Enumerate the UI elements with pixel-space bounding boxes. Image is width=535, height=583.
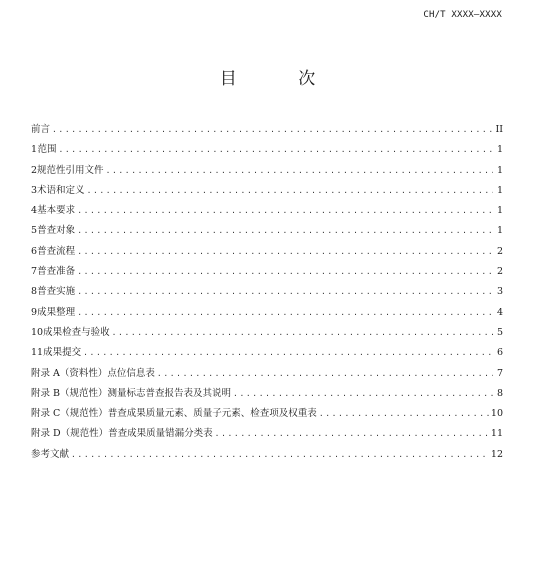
toc-entry-page: II <box>495 124 503 135</box>
toc-entry-label: 参考文献 <box>31 448 70 460</box>
toc-entry-number: 3 <box>31 184 38 196</box>
toc-entry-page: 2 <box>496 266 503 278</box>
toc-dot-leader <box>77 226 493 235</box>
toc-entry-page: 7 <box>496 367 503 379</box>
toc-dot-leader <box>233 389 493 398</box>
toc-entry-appendix-tag: 附录 C（规范性） <box>31 408 108 420</box>
toc-dot-leader <box>77 247 493 256</box>
toc-entry-page: 8 <box>496 387 503 399</box>
toc-entry-label: 普查准备 <box>37 266 76 278</box>
toc-entry-label: 测量标志普查报告表及其说明 <box>107 387 232 399</box>
toc-entry[interactable] <box>31 283 503 303</box>
toc-entry-number: 8 <box>31 286 38 298</box>
toc-entry-page: 1 <box>496 225 503 237</box>
toc-dot-leader <box>215 429 489 438</box>
toc-entry-number: 1 <box>31 144 38 156</box>
toc-entry-number: 11 <box>31 347 44 359</box>
toc-entry-label: 成果检查与验收 <box>43 326 110 338</box>
toc-entry[interactable] <box>31 324 503 344</box>
toc-dot-leader <box>52 125 493 134</box>
toc-entry-appendix-tag: 附录 D（规范性） <box>31 428 109 440</box>
toc-entry-page: 1 <box>496 164 503 176</box>
toc-dot-leader <box>71 450 489 459</box>
toc-dot-leader <box>87 186 493 195</box>
toc-entry-label: 成果整理 <box>37 306 76 318</box>
toc-entry[interactable] <box>31 182 503 202</box>
toc-dot-leader <box>157 369 493 378</box>
toc-entry-page: 4 <box>496 306 503 318</box>
toc-entry-number: 10 <box>31 326 44 338</box>
toc-entry-label: 普查实施 <box>37 286 76 298</box>
toc-entry-number: 5 <box>31 225 38 237</box>
toc-entry-label: 普查成果质量错漏分类表 <box>108 428 213 440</box>
toc-entry-page: 1 <box>496 184 503 196</box>
toc-entry-label: 成果提交 <box>43 347 82 359</box>
toc-dot-leader <box>112 328 493 337</box>
toc-entry-label: 范围 <box>37 144 57 156</box>
toc-entry[interactable] <box>31 385 503 405</box>
toc-entry[interactable] <box>31 121 503 141</box>
toc-entry-page: 6 <box>496 347 503 359</box>
table-of-contents <box>31 121 503 466</box>
toc-entry[interactable] <box>31 405 503 425</box>
toc-entry-label: 普查成果质量元素、质量子元素、检查项及权重表 <box>107 408 317 420</box>
toc-entry-page: 2 <box>496 245 503 257</box>
toc-entry[interactable] <box>31 222 503 242</box>
toc-entry[interactable] <box>31 425 503 445</box>
document-code: CH/T XXXX—XXXX <box>423 10 502 20</box>
toc-entry-page: 3 <box>496 286 503 298</box>
toc-entry-page: 11 <box>490 428 503 440</box>
toc-entry-label: 规范性引用文件 <box>37 164 104 176</box>
toc-entry-number: 9 <box>31 306 38 318</box>
toc-entry-label: 普查流程 <box>37 245 76 257</box>
toc-entry-label: 基本要求 <box>37 205 76 217</box>
toc-entry[interactable] <box>31 141 503 161</box>
toc-entry[interactable] <box>31 243 503 263</box>
toc-entry-page: 1 <box>496 205 503 217</box>
toc-dot-leader <box>106 166 493 175</box>
toc-entry-number: 7 <box>31 266 38 278</box>
toc-entry-appendix-tag: 附录 B（规范性） <box>31 387 108 399</box>
toc-entry[interactable] <box>31 446 503 466</box>
toc-entry-label: 点位信息表 <box>107 367 155 379</box>
toc-entry[interactable] <box>31 263 503 283</box>
toc-entry-label: 前言 <box>31 124 51 135</box>
toc-entry-page: 10 <box>490 408 503 420</box>
toc-entry-appendix-tag: 附录 A（资料性） <box>31 367 108 379</box>
page-title: 目 次 <box>219 69 344 89</box>
toc-dot-leader <box>77 308 493 317</box>
toc-dot-leader <box>83 348 493 357</box>
toc-entry[interactable] <box>31 344 503 364</box>
toc-entry[interactable] <box>31 162 503 182</box>
toc-entry[interactable] <box>31 304 503 324</box>
toc-entry-number: 4 <box>31 205 38 217</box>
toc-entry-page: 5 <box>496 326 503 338</box>
toc-entry-label: 术语和定义 <box>37 184 85 196</box>
toc-dot-leader <box>77 206 493 215</box>
toc-entry-page: 12 <box>490 448 503 460</box>
toc-entry-page: 1 <box>496 144 503 156</box>
toc-entry-number: 6 <box>31 245 38 257</box>
toc-dot-leader <box>77 267 493 276</box>
toc-dot-leader <box>58 145 493 154</box>
toc-entry-label: 普查对象 <box>37 225 76 237</box>
toc-entry-number: 2 <box>31 164 38 176</box>
toc-entry[interactable] <box>31 365 503 385</box>
toc-dot-leader <box>319 409 489 418</box>
toc-entry[interactable] <box>31 202 503 222</box>
toc-dot-leader <box>77 287 493 296</box>
